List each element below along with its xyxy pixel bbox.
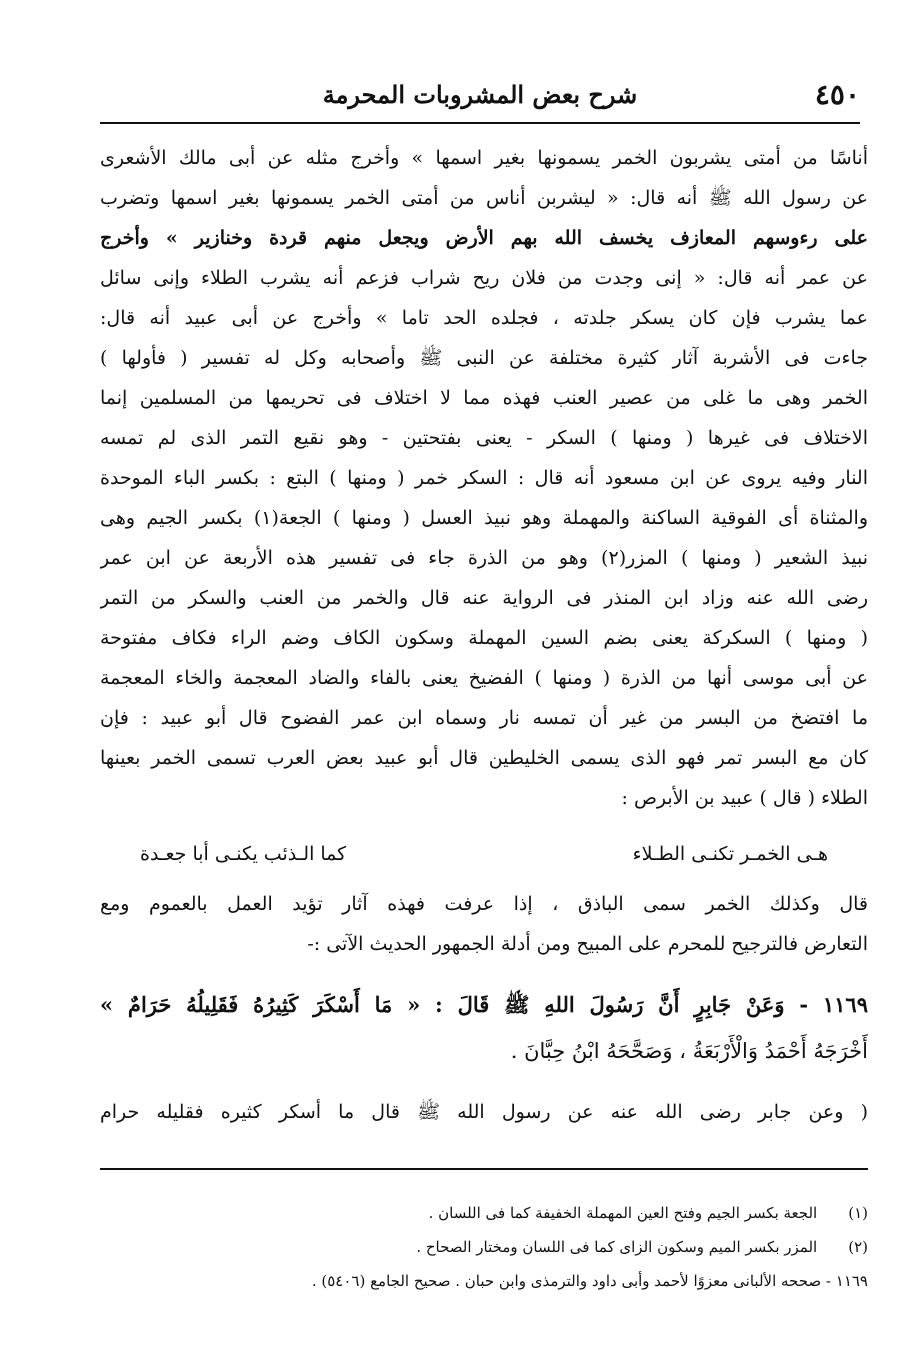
main-text	[100, 138, 868, 818]
footnote	[100, 1264, 868, 1298]
text-line: ما افتضخ من البسر من غير أن تمسه نار وسماه ابن عمر الفضوح قال أبو عبيد : فإن	[100, 707, 868, 729]
text-line: الاختلاف فى غيرها ( ومنها ) السكر - يعنى بفتحتين - وهو نقيع التمر الذى لم تمسه	[100, 427, 868, 449]
footnotes	[100, 1196, 868, 1298]
header-divider	[100, 122, 860, 124]
page-header	[100, 78, 860, 122]
text-line: ( ومنها ) السكركة يعنى بضم السين المهملة وسكون الكاف وضم الراء فكاف مفتوحة	[100, 627, 868, 649]
page-number: ٤٥٠	[814, 78, 860, 111]
footnote-number: (٢)	[848, 1238, 868, 1256]
post-verse-text	[100, 884, 868, 964]
text-line: الطلاء ( قال ) عبيد بن الأبرص :	[621, 787, 868, 809]
page-title: شرح بعض المشروبات المحرمة	[322, 80, 638, 109]
text-line: رضى الله عنه وزاد ابن المنذر فى الرواية عنه قال والخمر من العنب والسكر من التمر	[100, 587, 868, 609]
hadith-text	[100, 982, 868, 1074]
text-line: الخمر وهى ما غلى من عصير العنب فهذه مما لا اختلاف فى تحريمها من المسلمين إنما	[100, 387, 868, 409]
footnote	[100, 1196, 868, 1230]
footnote-text: الجعة بكسر الجيم وفتح العين المهملة الخفيفة كما فى اللسان .	[428, 1204, 818, 1222]
footnote-text: المزر بكسر الميم وسكون الزاى كما فى اللسان ومختار الصحاح .	[416, 1238, 818, 1256]
text-line: ( وعن جابر رضى الله عنه عن رسول الله ﷺ قال ما أسكر كثيره فقليله حرام	[100, 1101, 868, 1123]
text-line: على رءوسهم المعازف يخسف الله بهم الأرض ويجعل منهم قردة وخنازير » وأخرج	[100, 227, 868, 249]
hadith-line: ١١٦٩ - وَعَنْ جَابِرٍ أَنَّ رَسُولَ اللهِ ﷺ قَالَ : « مَا أَسْكَرَ كَثِيرُهُ فَقَلِيلُهُ حَرَامٌ »	[100, 992, 868, 1017]
verse-second-hemistich: كما الـذئب يكنـى أبا جعـدة	[140, 843, 347, 865]
verse-first-hemistich: هـى الخمـر تكنـى الطـلاء	[632, 843, 828, 865]
text-line: والمثناة أى الفوقية الساكنة والمهملة وهو نبيذ العسل ( ومنها ) الجعة(١) بكسر الجيم وهى	[100, 507, 868, 529]
text-line: عما يشرب فإن كان يسكر جلدته ، فجلده الحد تاما » وأخرج عن أبى عبيد أنه قال:	[100, 307, 868, 329]
footnote-text: ١١٦٩ - صححه الألبانى معزوًا لأحمد وأبى داود والترمذى وابن حبان . صحيح الجامع (٥٤٠٦) .	[311, 1272, 868, 1290]
text-line: عن رسول الله ﷺ أنه قال: « ليشربن أناس من أمتى الخمر يسمونها بغير اسمها وتضرب	[100, 187, 868, 209]
footnote	[100, 1230, 868, 1264]
text-line: جاءت فى الأشربة آثار كثيرة مختلفة عن النبى ﷺ وأصحابه وكل له تفسير ( فأولها )	[100, 347, 868, 369]
text-line: نبيذ الشعير ( ومنها ) المزر(٢) وهو من الذرة جاء فى تفسير هذه الأربعة عن ابن عمر	[100, 547, 868, 569]
footnote-divider	[100, 1168, 868, 1170]
text-line: كان مع البسر تمر فهو الذى يسمى الخليطين قال أبو عبيد بعض العرب تسمى الخمر بعينها	[100, 747, 868, 769]
text-line: النار وفيه يروى عن ابن مسعود أنه قال : السكر خمر ( ومنها ) البتع : بكسر الباء الموحدة	[100, 467, 868, 489]
text-line: التعارض فالترجيح للمحرم على المبيح ومن أدلة الجمهور الحديث الآتى :-	[307, 933, 868, 955]
footnote-number: (١)	[848, 1204, 868, 1222]
text-line: عن عمر أنه قال: « إنى وجدت من فلان ريح شراب فزعم أنه يشرب الطلاء وإنى سائل	[100, 267, 868, 289]
commentary-quote	[100, 1092, 868, 1132]
text-line: عن أبى موسى أنها من الذرة ( ومنها ) الفضيخ يعنى بالفاء والضاد المعجمة والخاء المعجمة	[100, 667, 868, 689]
hadith-line: أَخْرَجَهُ أَحْمَدُ وَالْأَرْبَعَةُ ، وَصَحَّحَهُ ابْنُ حِبَّانَ .	[510, 1039, 868, 1063]
text-line: قال وكذلك الخمر سمى الباذق ، إذا عرفت فهذه آثار تؤيد العمل بالعموم ومع	[100, 893, 868, 915]
text-line: أناسًا من أمتى يشربون الخمر يسمونها بغير اسمها » وأخرج مثله عن أبى مالك الأشعرى	[100, 147, 868, 169]
poetry-verse	[140, 834, 828, 874]
